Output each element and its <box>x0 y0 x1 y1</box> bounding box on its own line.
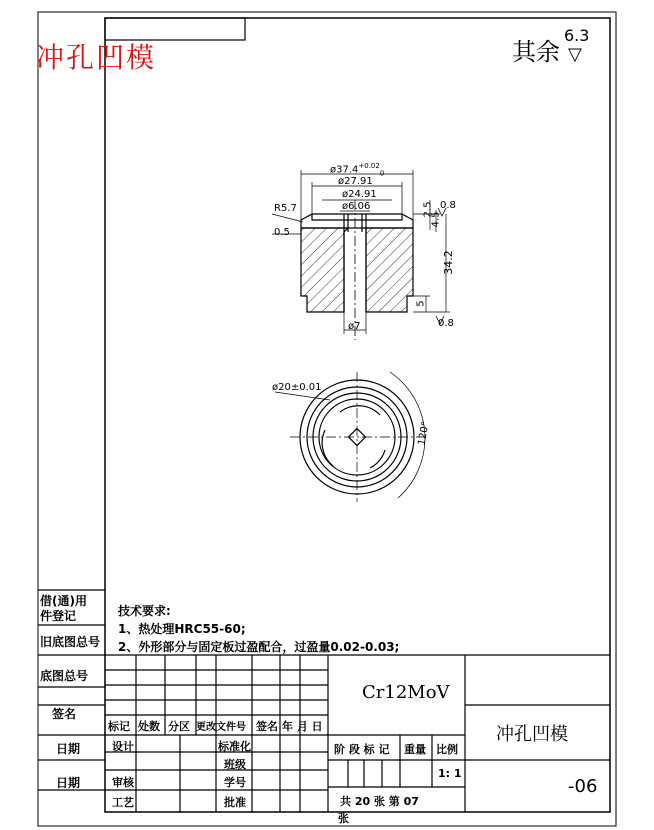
part-name: 冲孔凹模 <box>496 724 568 745</box>
drawing-number: -06 <box>568 776 598 797</box>
material: Cr12MoV <box>362 682 450 703</box>
surface-note: 其余 <box>512 38 560 66</box>
side-label-borrow: 借(通)用 <box>40 594 87 608</box>
sheet-unit: 张 <box>338 812 349 825</box>
dim-h1: 2.5 <box>422 201 434 218</box>
rev-header-count: 处数 <box>138 720 160 733</box>
scale-header: 比例 <box>436 743 458 756</box>
dim-height: 34.2 <box>441 250 455 275</box>
tech-line-2: 2、外形部分与固定板过盈配合，过盈量0.02-0.03; <box>118 640 400 654</box>
dim-mid1: ø27.91 <box>338 176 373 187</box>
side-label-sign: 签名 <box>52 707 77 721</box>
dim-hole: ø6.06 <box>342 201 371 212</box>
side-label-date-2: 日期 <box>56 776 81 790</box>
class-label: 班级 <box>224 758 246 771</box>
dim-step: 5 <box>415 300 427 307</box>
roughness-value: 6.3 <box>564 26 590 45</box>
dim-h2: 4.5 <box>430 211 442 228</box>
side-label-base: 底图总号 <box>40 669 89 683</box>
approve-label: 批准 <box>224 796 246 809</box>
dim-chamfer: 0.5 <box>274 227 290 238</box>
rough-top: 0.8 <box>440 200 456 211</box>
rev-header-zone: 分区 <box>168 720 190 733</box>
rev-header-docno: 更改文件号 <box>196 722 246 733</box>
side-label-date-1: 日期 <box>56 742 81 756</box>
standardize-label: 标准化 <box>218 740 251 753</box>
design-label: 设计 <box>112 740 134 753</box>
roughness-symbol-icon: ▽ <box>568 44 582 65</box>
dim-outer-top: $ø37.4^{+0.02}_0$ <box>330 162 385 178</box>
scale-value: 1: 1 <box>438 767 462 780</box>
rev-header-mark: 标记 <box>108 720 130 733</box>
side-label-register: 件登记 <box>40 609 77 623</box>
rev-header-sign: 签名 <box>256 720 278 733</box>
tech-heading: 技术要求: <box>118 604 171 618</box>
process-label: 工艺 <box>112 796 134 809</box>
outer-border <box>38 12 616 826</box>
review-label: 审核 <box>112 776 134 789</box>
rough-bottom: 0.8 <box>438 318 454 329</box>
drawing-title-red: 冲孔凹模 <box>36 41 157 74</box>
dim-radius: R5.7 <box>274 203 297 214</box>
side-label-old-base: 旧底图总号 <box>40 635 101 649</box>
sheet-count: 共 20 张 第 07 <box>340 795 419 808</box>
weight-header: 重量 <box>404 743 426 756</box>
dim-bottom-hole: ø7 <box>348 321 361 332</box>
student-no-label: 学号 <box>224 776 246 789</box>
dim-angle: 120° <box>416 420 432 447</box>
dim-pitch: ø20±0.01 <box>272 382 322 393</box>
stage-header: 阶 段 标 记 <box>334 743 390 756</box>
tech-line-1: 1、热处理HRC55-60; <box>118 622 246 636</box>
rev-header-date: 年 月 日 <box>282 720 323 733</box>
inner-border <box>105 18 610 812</box>
dim-mid2: ø24.91 <box>342 189 377 200</box>
